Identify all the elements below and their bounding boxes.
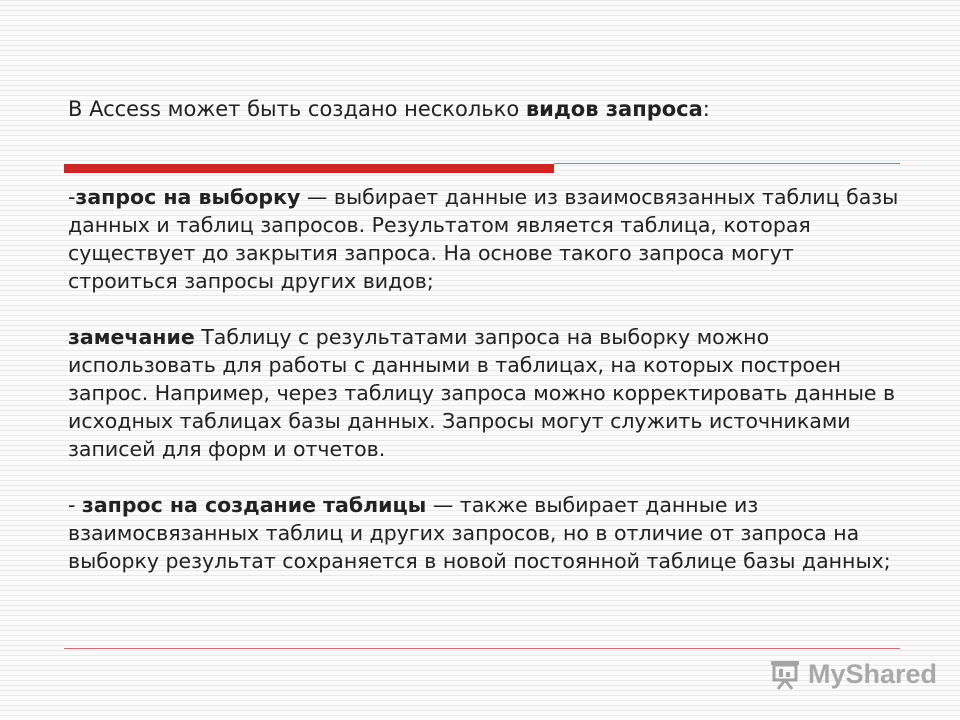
p2-term: замечание [68,325,195,349]
p1-text: — выбирает данные из взаимосвязанных таблиц базы данных и таблиц запросов. Результатом является таблица, которая существует до закрытия запроса. На основе такого запроса могут строиться запросы других видов; [68,185,899,293]
slide-body [68,183,908,575]
paragraph-remark [68,323,908,463]
p3-term: запрос на создание таблицы [81,493,427,517]
p1-lead: - [68,185,76,209]
p1-term: запрос на выборку [75,185,301,209]
paragraph-select-query [68,183,908,295]
projector-screen-icon [768,657,802,691]
title-suffix: : [702,97,710,121]
bottom-rule [64,648,900,649]
watermark-text: MyShared [808,658,938,689]
paragraph-gap [68,463,908,491]
title-prefix: В Access может быть создано несколько [68,97,526,121]
p3-text: — также выбирает данные из взаимосвязанных таблиц и других запросов, но в отличие от запроса на выборку результат сохраняется в новой постоянной таблице базы данных; [68,493,891,573]
accent-bar [64,164,554,173]
title-bold: видов запроса [525,97,703,121]
slide-title [68,94,888,124]
paragraph-gap [68,295,908,323]
p3-lead: - [68,493,82,517]
myshared-watermark [768,654,937,694]
p2-text: Таблицу с результатами запроса на выборку можно использовать для работы с данными в таблицах, на которых построен запрос. Например, через таблицу запроса можно корректировать данные в исходных таблицах базы данных. Запросы могут служить источниками записей для форм и отчетов. [68,325,896,461]
top-rule [554,163,900,164]
paragraph-make-table-query [68,491,908,575]
